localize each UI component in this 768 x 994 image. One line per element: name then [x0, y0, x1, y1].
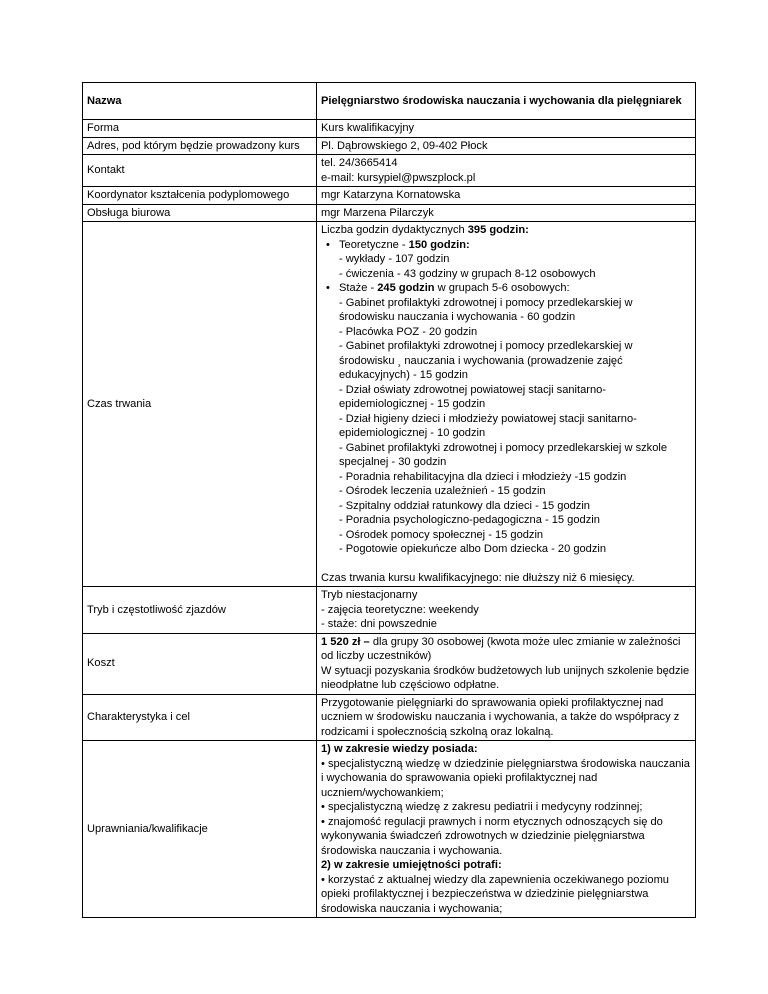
row-label-adres: Adres, pod którym będzie prowadzony kurs	[83, 137, 317, 155]
internship-sub: - Szpitalny oddział ratunkowy dla dzieci - 15 godzin	[339, 499, 590, 512]
table-row	[83, 120, 696, 138]
internship-sub: - Dział oświaty zdrowotnej powiatowej stacji sanitarno-epidemiologicznej - 15 godzin	[339, 383, 606, 410]
bullet-icon: •	[321, 873, 328, 886]
cost-desc: dla grupy 30 osobowej (kwota może ulec zmianie w zależności od liczby uczestników)	[321, 635, 681, 662]
internship-sub: - Dział higieny dzieci i młodzieży powiatowej stacji sanitarno-epidemiologicznej - 10 godzin	[339, 412, 637, 439]
internship-sub: - Gabinet profilaktyki zdrowotnej i pomocy przedlekarskiej w szkole specjalnej - 30 godzin	[339, 441, 668, 468]
row-value-uprawnienia	[317, 741, 696, 918]
internship-hours: 245 godzin	[377, 282, 435, 294]
table-row	[83, 694, 696, 741]
table-row	[83, 222, 696, 587]
hours-list	[321, 238, 690, 557]
knowledge-item	[321, 800, 690, 815]
theory-item	[339, 238, 690, 282]
internship-sub: - Placówka POZ - 20 godzin	[339, 325, 478, 338]
knowledge-item	[321, 757, 690, 801]
internship-sub: - Ośrodek pomocy społecznej - 15 godzin	[339, 528, 544, 541]
row-label-obsluga: Obsługa biurowa	[83, 204, 317, 222]
table-row	[83, 204, 696, 222]
table-row	[83, 587, 696, 634]
row-value-koordynator: mgr Katarzyna Kornatowska	[317, 187, 696, 205]
row-label-koszt: Koszt	[83, 633, 317, 694]
mode-line: - zajęcia teoretyczne: weekendy	[321, 603, 479, 616]
row-value-charakterystyka: Przygotowanie pielęgniarki do sprawowania opieki profilaktycznej nad uczniem w środowisku nauczania i wychowania, a także do współpracy z rodzicami i społecznością szkolną oraz lokalną.	[317, 694, 696, 741]
row-label-kontakt: Kontakt	[83, 155, 317, 187]
theory-sub-2: - ćwiczenia - 43 godziny w grupach 8-12 osobowych	[339, 267, 596, 280]
skills-item	[321, 873, 690, 917]
row-value-nazwa: Pielęgniarstwo środowiska nauczania i wychowania dla pielęgniarek	[317, 83, 696, 120]
row-label-nazwa: Nazwa	[83, 83, 317, 120]
internship-suffix: w grupach 5-6 osobowych:	[434, 282, 570, 294]
row-label-forma: Forma	[83, 120, 317, 138]
row-label-uprawnienia: Uprawniania/kwalifikacje	[83, 741, 317, 918]
knowledge-text: specjalistyczną wiedzę z zakresu pediatrii i medycyny rodzinnej;	[327, 801, 643, 813]
skills-heading: 2) w zakresie umiejętności potrafi:	[321, 859, 502, 871]
theory-hours: 150 godzin:	[408, 238, 470, 251]
row-value-tryb	[317, 587, 696, 634]
hours-total: 395 godzin:	[467, 224, 529, 236]
knowledge-item	[321, 815, 690, 859]
mode-line: - staże: dni powszednie	[321, 618, 437, 630]
duration-note: Czas trwania kursu kwalifikacyjnego: nie dłuższy niż 6 miesięcy.	[321, 571, 635, 584]
table-row	[83, 155, 696, 187]
row-value-forma: Kurs kwalifikacyjny	[317, 120, 696, 138]
cost-extra: W sytuacji pozyskania środków budżetowych lub unijnych szkolenie będzie nieodpłatne lub częściowo odpłatne.	[321, 664, 690, 691]
row-value-adres: Pl. Dąbrowskiego 2, 09-402 Płock	[317, 137, 696, 155]
cost-text	[321, 635, 690, 664]
internship-sub: - Poradnia psychologiczno-pedagogiczna - 15 godzin	[339, 514, 600, 526]
internship-sub: - Ośrodek leczenia uzależnień - 15 godzin	[339, 485, 546, 497]
row-label-charakterystyka: Charakterystyka i cel	[83, 694, 317, 741]
knowledge-text: specjalistyczną wiedzę w dziedzinie pielęgniarstwa środowiska nauczania i wychowania do sprawowania opieki profilaktycznej nad uczniem/wychowankiem;	[321, 757, 690, 799]
row-label-koordynator: Koordynator kształcenia podyplomowego	[83, 187, 317, 205]
theory-sub-1: - wykłady - 107 godzin	[339, 253, 450, 265]
table-row	[83, 633, 696, 694]
cost-amount: 1 520 zł –	[321, 635, 370, 648]
mode-line: Tryb niestacjonarny	[321, 589, 418, 601]
internship-item	[339, 281, 690, 557]
contact-phone: tel. 24/3665414	[321, 157, 398, 169]
hours-summary	[321, 223, 690, 238]
bullet-icon: •	[321, 815, 328, 828]
theory-prefix: Teoretyczne -	[339, 238, 409, 251]
row-label-czas: Czas trwania	[83, 222, 317, 587]
row-value-kontakt	[317, 155, 696, 187]
internship-sub: - Gabinet profilaktyki zdrowotnej i pomocy przedlekarskiej w środowisku nauczania i wychowania - 60 godzin	[339, 296, 633, 323]
row-value-czas	[317, 222, 696, 587]
bullet-icon: •	[321, 757, 328, 770]
knowledge-heading: 1) w zakresie wiedzy posiada:	[321, 743, 478, 755]
hours-intro: Liczba godzin dydaktycznych	[321, 224, 468, 236]
table-row	[83, 187, 696, 205]
course-info-table	[82, 82, 696, 918]
internship-sub: - Gabinet profilaktyki zdrowotnej i pomocy przedlekarskiej w środowisku ¸ nauczania i wychowania (prowadzenie zajęć edukacyjnych) - 15 godzin	[339, 340, 633, 381]
table-row	[83, 137, 696, 155]
internship-prefix: Staże -	[339, 282, 378, 294]
row-value-obsluga: mgr Marzena Pilarczyk	[317, 204, 696, 222]
bullet-icon: •	[321, 801, 328, 813]
row-label-tryb: Tryb i częstotliwość zjazdów	[83, 587, 317, 634]
internship-sub: - Pogotowie opiekuńcze albo Dom dziecka - 20 godzin	[339, 543, 607, 555]
skills-text: korzystać z aktualnej wiedzy dla zapewnienia oczekiwanego poziomu opieki profilaktycznej i bezpieczeństwa w dziedzinie pielęgniarstwa środowiska nauczania i wychowania;	[321, 873, 669, 915]
internship-sub: - Poradnia rehabilitacyjna dla dzieci i młodzieży -15 godzin	[339, 470, 627, 483]
row-value-koszt	[317, 633, 696, 694]
table-row	[83, 83, 696, 120]
contact-email: e-mail: kursypiel@pwszplock.pl	[321, 171, 476, 184]
knowledge-text: znajomość regulacji prawnych i norm etycznych odnoszących się do wykonywania świadczeń zdrowotnych w dziedzinie pielęgniarstwa środowiska nauczania i wychowania.	[321, 815, 663, 857]
table-row	[83, 741, 696, 918]
